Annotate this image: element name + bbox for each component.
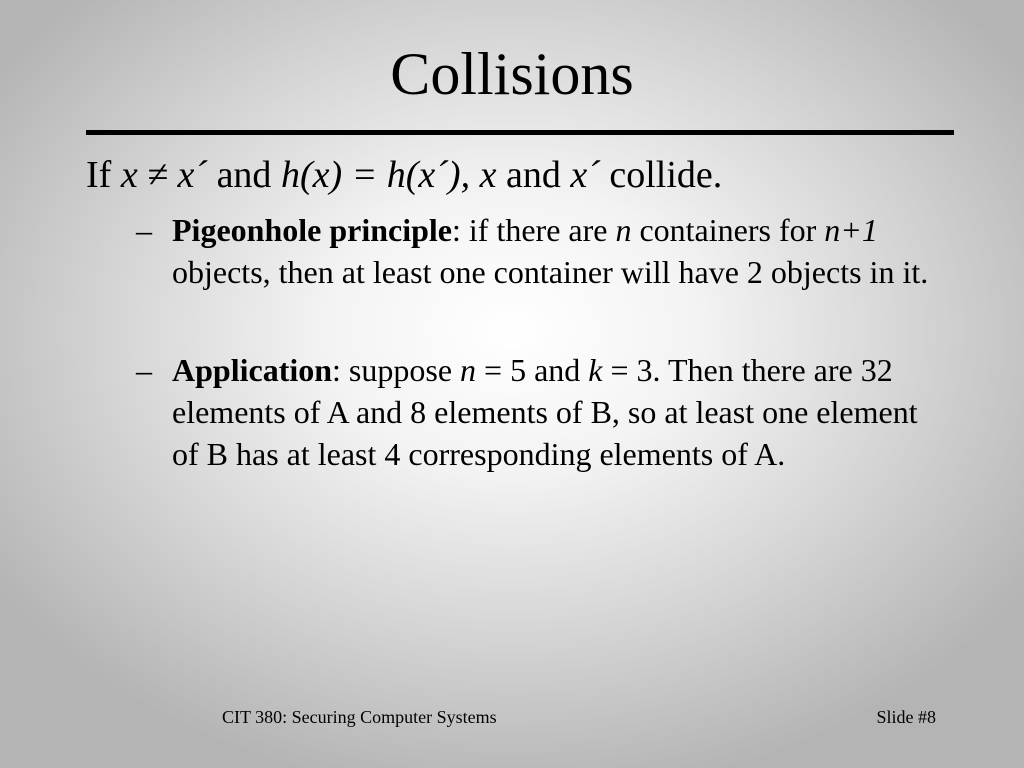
- sub-bullet-application: [136, 349, 946, 475]
- sub-bullet-math: n+1: [824, 212, 878, 248]
- term-pigeonhole-principle: Pigeonhole principle: [172, 212, 452, 248]
- main-bullet-text: collide.: [599, 154, 723, 196]
- main-bullet-math: x ≠ x´: [120, 154, 208, 196]
- main-bullet-text: If: [86, 154, 121, 196]
- main-bullet: [86, 151, 966, 199]
- sub-bullet-run: objects, then at least one container will have 2 objects in it.: [172, 254, 929, 290]
- term-application: Application: [172, 352, 333, 388]
- main-bullet-math: x´: [570, 154, 600, 196]
- main-bullet-text: and: [496, 154, 571, 196]
- sub-bullet-run: : if there are: [452, 212, 616, 248]
- footer-slide-number: Slide #8: [876, 707, 936, 727]
- slide-title: Collisions: [390, 41, 634, 107]
- main-bullet-text: and: [207, 154, 281, 196]
- main-bullet-math: h(x) = h(x´), x: [280, 154, 497, 196]
- sub-bullet-math: n: [460, 352, 477, 388]
- title-divider: [86, 130, 954, 135]
- bullet-dash: –: [136, 212, 152, 248]
- sub-bullet-pigeonhole: [136, 209, 946, 293]
- sub-bullet-math: n: [615, 212, 632, 248]
- sub-bullet-text: [172, 209, 946, 293]
- footer-course: CIT 380: Securing Computer Systems: [222, 707, 497, 727]
- sub-bullet-run: containers for: [631, 212, 825, 248]
- sub-bullet-run: = 5 and: [476, 352, 589, 388]
- sub-bullet-run: : suppose: [332, 352, 461, 388]
- sub-bullet-text: [172, 349, 946, 475]
- bullet-dash: –: [136, 352, 152, 388]
- sub-bullet-math: k: [588, 352, 603, 388]
- sub-bullet-run: = 3. Then there are 32 elements of A and 8 elements of B, so at least one element of B has at least 4 corresponding elements of A.: [172, 352, 918, 472]
